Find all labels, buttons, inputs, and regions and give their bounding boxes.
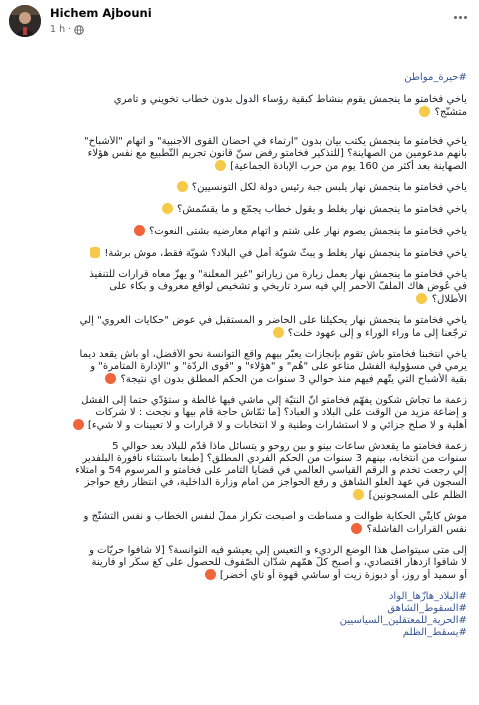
thinking-face-emoji-icon	[353, 489, 364, 500]
post-text-line	[12, 569, 467, 582]
line-text: ياخي فخامتو ما ينجمش نهار يلبس جبة رئيس دولة لكل التونسيين؟	[191, 182, 467, 193]
line-text: بأنهم مدعومين من الصهاينة؟ [للتذكير فخامتو رفض سنّ قانون تجريم التّطبيع مع نفس هؤلاء	[87, 148, 467, 159]
thinking-face-emoji-icon	[419, 106, 430, 117]
line-text: زعمة ما تجاش شكون يفهّم فخامتو أنّ النتيّة إلّي ماشي فيها غالطة و ستؤدّي حتما إلى الفشل	[81, 395, 467, 406]
line-text: إلي رجعت تخدم و الرقم القياسي العالمي في قضايا التآمر على فخامتو و المرسوم 54 و امتلاء	[75, 465, 467, 476]
post-text-line	[12, 181, 467, 194]
more-options-icon[interactable]	[451, 8, 469, 26]
line-text: ياخي فخامتو ما ينجمش نهار يحكيلنا على الحاضر و المستقبل في عوض "حكايات العروي" إلّي	[79, 315, 467, 326]
line-text: لا شافوا ازدهار اقتصادي، و أصبح كلّ همّهم شدّان الصّفوف للحصول على كغ سكّر أو فارينة	[91, 557, 467, 568]
post-text-line	[12, 247, 467, 260]
post-text-line	[12, 545, 467, 557]
post-text-line	[12, 419, 467, 432]
post-text-line	[12, 106, 467, 119]
hashtag-link[interactable]	[12, 72, 467, 84]
post-text-line	[12, 395, 467, 407]
line-text: ياخي فخامتو ما ينجمش نهار يغلط و يقول خطاب يجمّع و ما يقسّمش؟	[177, 204, 467, 215]
angry-face-emoji-icon	[205, 569, 216, 580]
post-text-line	[12, 465, 467, 477]
line-text: سنوات من انتخابه، بينهم 3 سنوات من الحكم الفردي المطلق؟ [طبعا باستثناء نافورة البلفدير	[82, 453, 467, 464]
hashtag-link[interactable]	[12, 591, 467, 603]
post-text-line	[12, 557, 467, 569]
line-text: إلى متى سيتواصل هذا الوضع الرديء و التعيس إلّي يعيشو فيه التوانسة؟ [لا شافوا حريّات و	[89, 545, 467, 556]
line-text: ياخي انتخبنا فخامتو باش تقوم بإنجازات يعبّر بيهم واقع التوانسة نحو الأفضل، أو باش يقعد ديما	[79, 349, 467, 360]
post-text-line	[12, 441, 467, 453]
line-text: السجون في عهد العلو الشاهق و رفع الحواجز من أمام وزارة الداخلية، في انتظار رفع حواجز	[84, 477, 467, 488]
line-text: ياخي فخامتو ما ينجمش نهار يعمل زيارة من زياراتو "غير المعلنة" و يهزّ معاه قرارات للتنفيذ	[89, 269, 467, 280]
line-text: الأطلال؟	[431, 294, 467, 305]
post-text-line	[12, 361, 467, 373]
thinking-face-emoji-icon	[416, 293, 427, 304]
angry-face-emoji-icon	[73, 419, 84, 430]
thinking-face-emoji-icon	[162, 203, 173, 214]
folded-hands-emoji-icon	[90, 247, 100, 258]
line-text: ياخي فخامتو ما ينجمش نهار يغلط و يبثّ شويّة أمل في البلاد؟ شويّة فقط، موش برشة!	[104, 248, 467, 259]
post-text-line	[12, 269, 467, 281]
post-header	[0, 0, 479, 44]
post-text-line	[12, 327, 467, 340]
line-text: زعمة فخامتو ما يقعدش ساعات بينو و بين روحو و يتسائل ماذا قدّم للبلاد بعد حوالي 5	[112, 441, 467, 452]
post-text-line	[12, 511, 467, 523]
line-text: نفس القرارات الفاشلة؟	[366, 524, 467, 535]
author-avatar[interactable]	[9, 5, 41, 37]
line-text: أو سميد أو روز، أو دبوزة زيت أو ساشي قهوة أو تاي أخضر]	[219, 570, 467, 581]
post-text-line	[12, 225, 467, 238]
line-text: #السقوط_الشاهق	[387, 603, 467, 614]
line-text: الظلم على المسجونين]	[368, 490, 467, 501]
meta-separator: ·	[68, 24, 72, 35]
line-text: ياخي فخامتو ما ينجمش يقوم بنشاط كبقية رؤساء الدول بدون خطاب تخويني و تآمري	[113, 94, 467, 105]
post-text-line	[12, 477, 467, 489]
line-text: #الحرية_للمعتقلين_السياسيين	[339, 615, 467, 626]
line-text: الصهاينة بعد أكثر من 160 يوم من حرب الإبادة الجماعية]	[230, 161, 467, 172]
post-timestamp[interactable]: 1 h	[50, 24, 66, 35]
hashtag-link[interactable]	[12, 603, 467, 615]
hashtag-link[interactable]	[12, 627, 467, 639]
thinking-face-emoji-icon	[273, 327, 284, 338]
line-text: بقية الأشباح التي يتّهم فيهم منذ حوالي 3 سنوات من الحكم المطلق بدون اي نتيجة؟	[120, 374, 467, 385]
line-text: و إضاعة مزيد من الوقت على البلاد و العباد؟ [ما ثمّاش حاجة قام بيها و نجحت : لا شركات	[95, 407, 467, 418]
line-text: ياخي فخامتو ما ينجمش يكتب بيان بدون "ارتماء في أحضان القوى الأجنبية" و اتهام "الأشباح"	[84, 136, 467, 147]
line-text: متشنّج؟	[434, 107, 467, 118]
line-text: موش كايتّي الحكاية طوالت و مساطت و أصبحت تكرار مملّ لنفس الخطاب و نفس التشنّج و	[83, 511, 467, 522]
line-text: في عُوض هاك الملفّ الأحمر إلّي فيه سرد تاريخي و تشخيص لواقع معروف و بكاء على	[109, 281, 467, 292]
post-text-line	[12, 373, 467, 386]
post-body	[0, 44, 479, 705]
globe-icon	[74, 25, 84, 35]
post-text-line	[12, 315, 467, 327]
post-text-line	[12, 94, 467, 106]
angry-face-emoji-icon	[351, 523, 362, 534]
line-text: ترجّعنا إلى ما وراء الوراء و إلى عهود خلت؟	[287, 328, 467, 339]
profile-photo	[9, 5, 41, 37]
post-text-line	[12, 281, 467, 293]
line-text: يرمي في مسؤولية الفشل متاعو على "هُم" و "هؤلاء" و "قوى الردّة" و "الإدارة المتآمرة" و	[90, 361, 467, 372]
post-text-line	[12, 349, 467, 361]
line-text: ياخي فخامتو ما ينجمش يصوم نهار على شتم و اتهام معارضيه بشتى النعوت؟	[149, 226, 467, 237]
post-text-line	[12, 453, 467, 465]
thinking-face-emoji-icon	[215, 160, 226, 171]
author-name[interactable]: Hichem Ajbouni	[50, 6, 152, 20]
angry-face-emoji-icon	[134, 225, 145, 236]
thinking-face-emoji-icon	[177, 181, 188, 192]
post-text-line	[12, 160, 467, 173]
post-text-line	[12, 136, 467, 148]
post-text-line	[12, 407, 467, 419]
post-meta	[50, 24, 84, 35]
post-text-line	[12, 489, 467, 502]
angry-face-emoji-icon	[105, 373, 116, 384]
hashtag-link[interactable]	[12, 615, 467, 627]
post-text-line	[12, 203, 467, 216]
post-text-line	[12, 293, 467, 306]
line-text: #حيرة_مواطن	[404, 72, 467, 83]
post-text-line	[12, 148, 467, 160]
line-text: أهلية و لا صلح جزائي و لا استشارات وطنية و لا انتخابات و لا قرارات و لا تعيينات و لا شيء]	[87, 420, 467, 431]
post-text-line	[12, 523, 467, 536]
line-text: #يسقط_الظلم	[402, 627, 467, 638]
line-text: #البلاد_هازّها_الواد	[388, 591, 467, 602]
